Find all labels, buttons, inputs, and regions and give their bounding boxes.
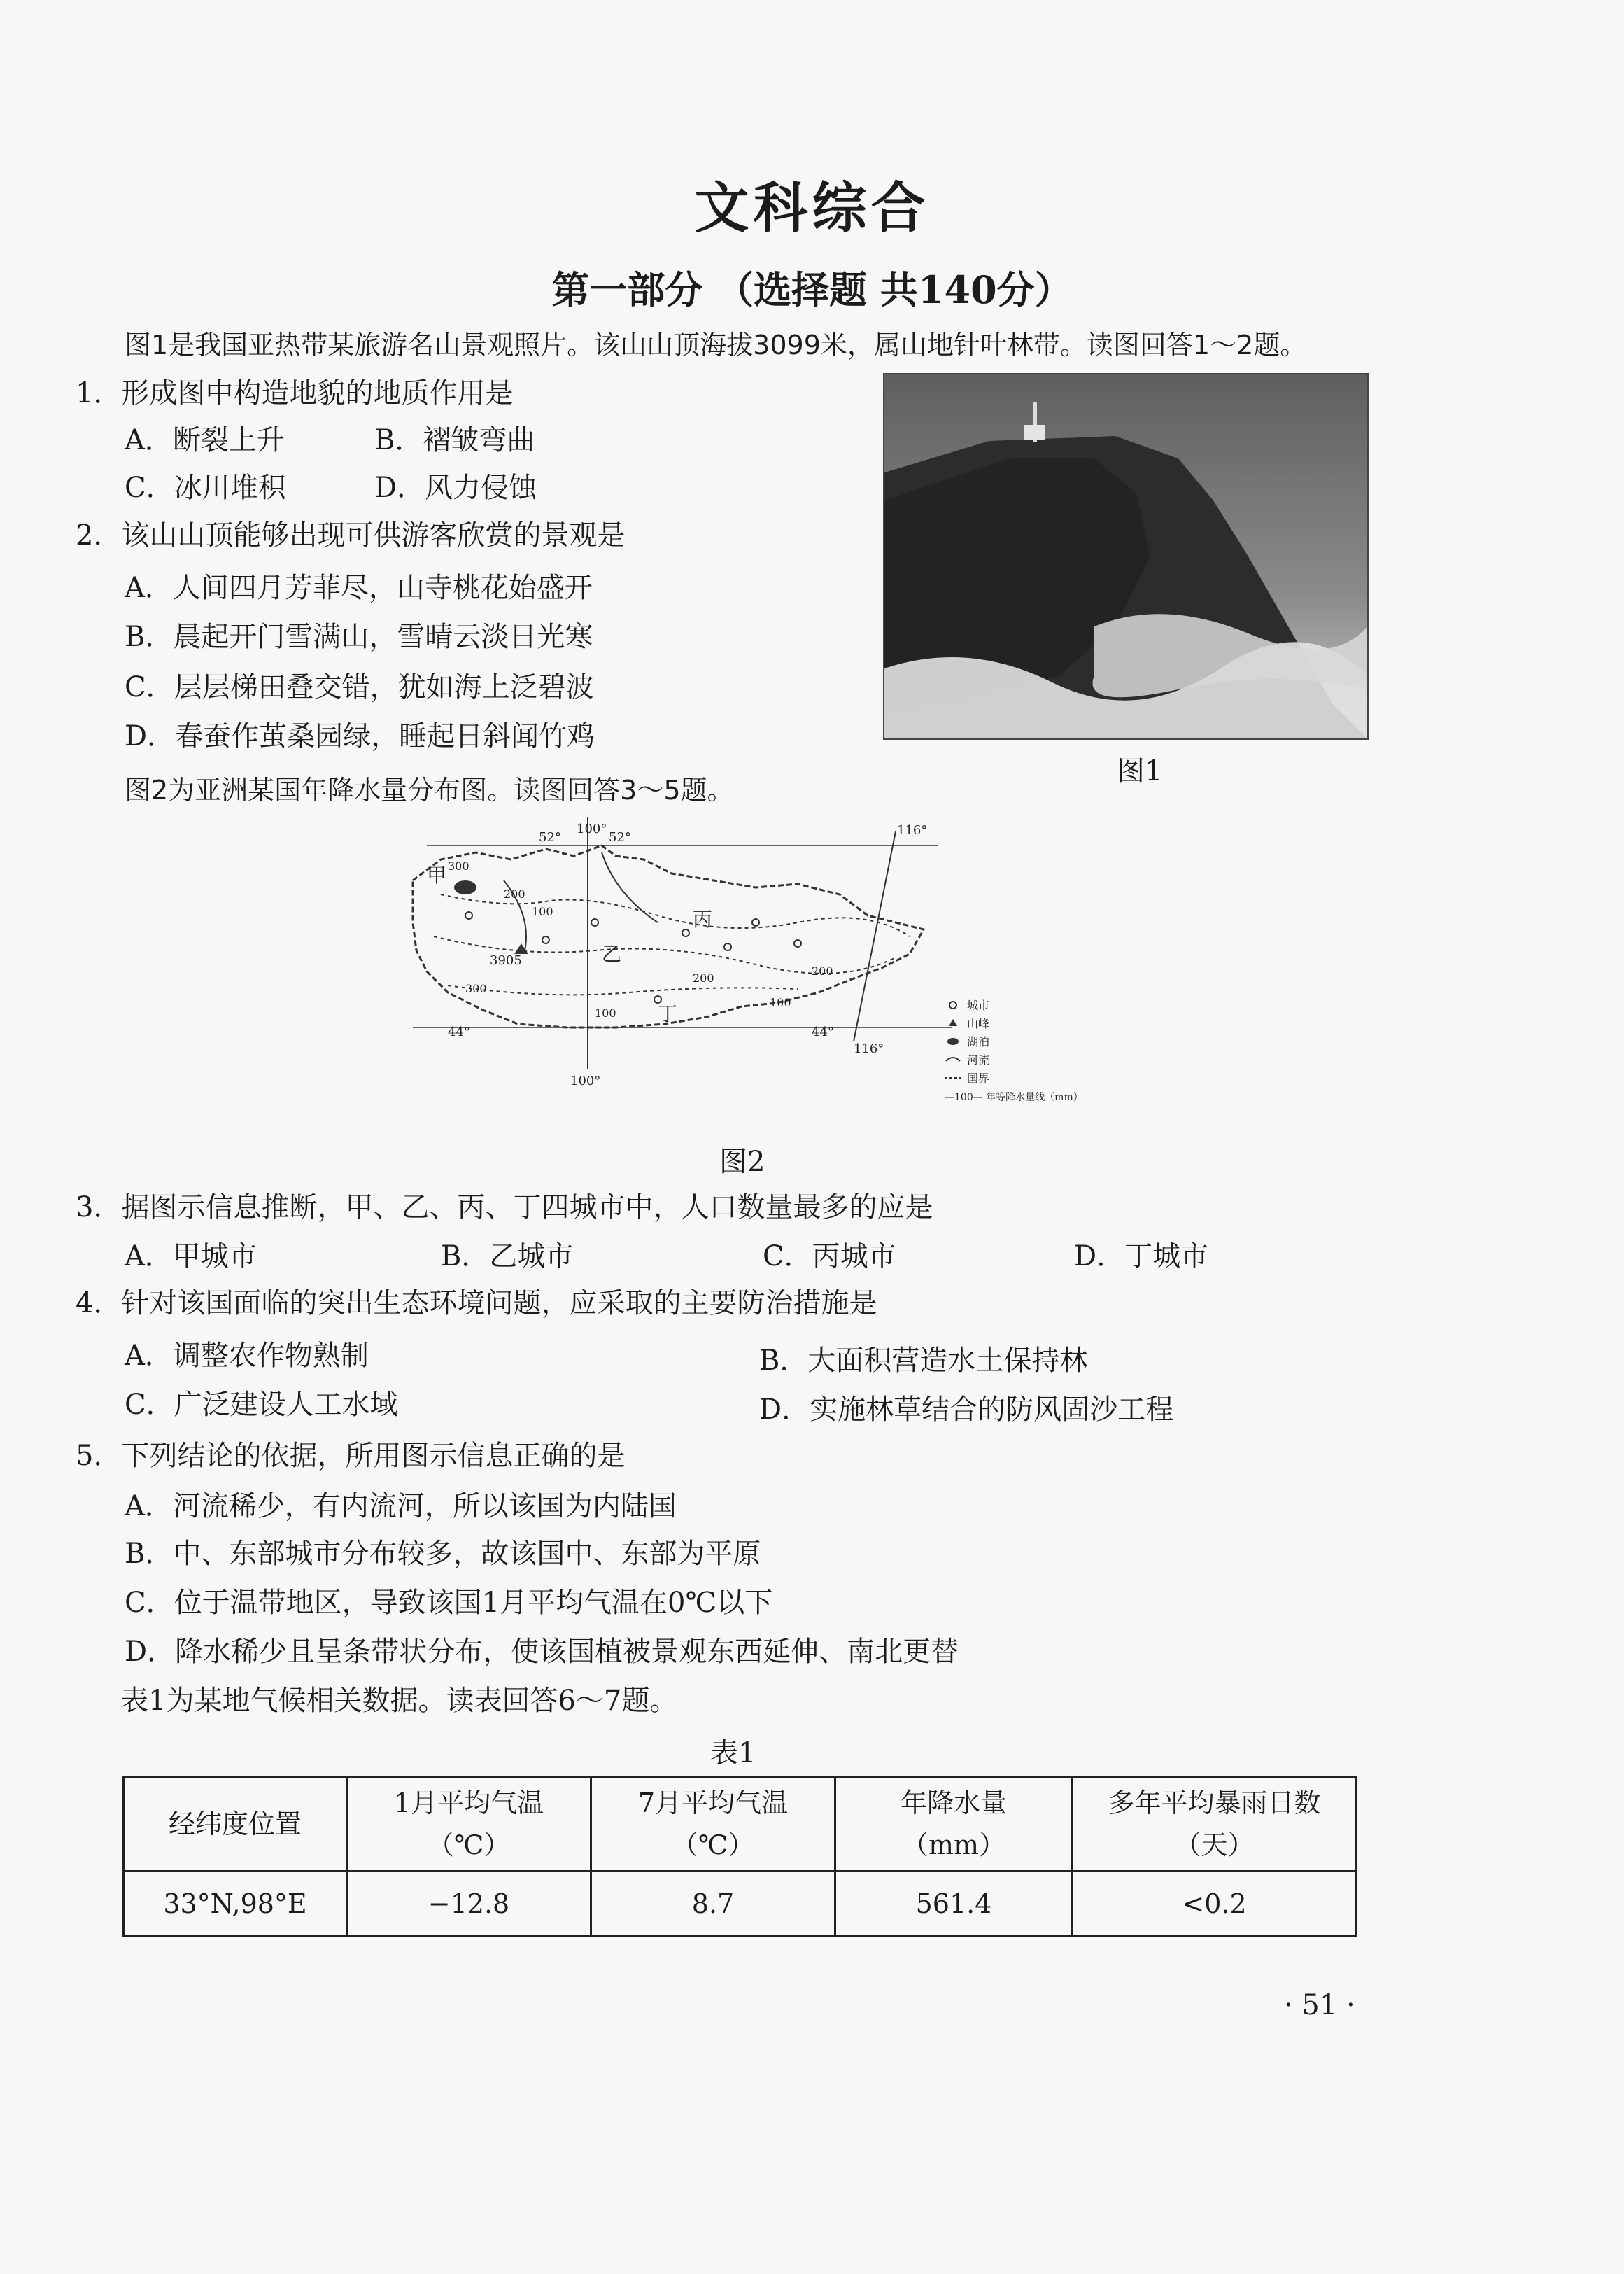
question-4-stem: 4．针对该国面临的突出生态环境问题，应采取的主要防治措施是 [76,1287,877,1319]
isoline-label: 100 [770,996,791,1009]
lon-label-116-top: 116° [897,823,928,838]
lon-label-116-bottom: 116° [854,1041,884,1056]
q5-option-b: B．中、东部城市分布较多，故该国中、东部为平原 [125,1538,761,1570]
legend-border: 国界 [967,1072,990,1085]
figure-1-caption: 图1 [1117,755,1163,787]
isoline-label: 100 [595,1006,616,1020]
q4-option-b: B．大面积营造水土保持林 [759,1345,1088,1377]
q1-option-d: D．风力侵蚀 [374,472,537,504]
legend-peak: 山峰 [967,1017,990,1030]
table-header-cell: 年降水量 （mm） [835,1777,1073,1872]
figure-2-precipitation-map [364,817,1148,1118]
q4-option-c: C．广泛建设人工水域 [125,1389,398,1421]
table-header-row [124,1777,1357,1872]
intro-q3-5: 图2为亚洲某国年降水量分布图。读图回答3～5题。 [125,775,734,806]
peak-elevation: 3905 [490,953,522,968]
figure-2-caption: 图2 [719,1146,765,1178]
legend-river: 河流 [967,1053,990,1067]
page-number: · 51 · [1284,1989,1355,2021]
q2-option-d: D．春蚕作茧桑园绿，睡起日斜闻竹鸡 [125,720,595,752]
question-2-stem: 2．该山山顶能够出现可供游客欣赏的景观是 [76,519,626,552]
legend-isohyet: —100— 年等降水量线（mm） [945,1092,1083,1103]
isoline-label: 300 [448,859,469,873]
lat-label-44-left: 44° [448,1025,470,1039]
city-label-bing: 丙 [693,908,713,931]
intro-q1-2: 图1是我国亚热带某旅游名山景观照片。该山山顶海拔3099米，属山地针叶林带。读图回答1～2题。 [125,330,1307,360]
table-cell: 33°N,98°E [124,1872,347,1937]
q2-option-c: C．层层梯田叠交错，犹如海上泛碧波 [125,671,594,703]
city-label-ding: 丁 [658,1002,678,1025]
lat-label-52-right: 52° [609,830,631,845]
q5-option-c: C．位于温带地区，导致该国1月平均气温在0℃以下 [125,1587,773,1619]
country-border [413,845,924,1027]
q3-option-b: B．乙城市 [441,1240,574,1272]
q1-option-b: B．褶皱弯曲 [374,424,535,456]
isoline-label: 100 [532,905,553,918]
q2-option-b: B．晨起开门雪满山，雪晴云淡日光寒 [125,621,593,653]
part-header: 第一部分 （选择题 共140分） [551,267,1073,312]
city-label-jia: 甲 [427,864,447,887]
table-header-cell: 多年平均暴雨日数 （天） [1073,1777,1357,1872]
table-1-caption: 表1 [710,1737,756,1769]
isoline-label: 300 [465,982,487,995]
q4-option-a: A．调整农作物熟制 [125,1340,369,1372]
isoline-label: 200 [812,964,833,978]
q3-option-c: C．丙城市 [763,1240,896,1272]
q1-option-c: C．冰川堆积 [125,472,286,504]
legend-lake: 湖泊 [967,1035,990,1048]
q1-option-a: A．断裂上升 [125,424,285,456]
q5-option-d: D．降水稀少且呈条带状分布，使该国植被景观东西延伸、南北更替 [125,1636,959,1668]
question-1-stem: 1．形成图中构造地貌的地质作用是 [76,377,514,409]
lat-label-52-left: 52° [539,830,561,845]
figure-1-mountain-photo [883,373,1369,740]
table-cell: <0.2 [1073,1872,1357,1937]
table-header-cell: 经纬度位置 [124,1777,347,1872]
table-cell: 8.7 [591,1872,835,1937]
q3-option-a: A．甲城市 [125,1240,257,1272]
intro-q6-7: 表1为某地气候相关数据。读表回答6～7题。 [120,1685,678,1717]
table-header-cell: 7月平均气温 （℃） [591,1777,835,1872]
page-title: 文科综合 [694,176,930,240]
q2-option-a: A．人间四月芳菲尽，山寺桃花始盛开 [125,572,593,604]
q5-option-a: A．河流稀少，有内流河，所以该国为内陆国 [125,1490,677,1522]
table-cell: 561.4 [835,1872,1073,1937]
table-cell: −12.8 [347,1872,591,1937]
lon-label-100-top: 100° [577,822,607,836]
lat-label-44-right: 44° [812,1025,834,1039]
question-3-stem: 3．据图示信息推断，甲、乙、丙、丁四城市中，人口数量最多的应是 [76,1191,933,1223]
legend-city: 城市 [967,999,990,1012]
table-header-cell: 1月平均气温 （℃） [347,1777,591,1872]
question-5-stem: 5．下列结论的依据，所用图示信息正确的是 [76,1440,626,1472]
q3-option-d: D．丁城市 [1074,1240,1209,1272]
q4-option-d: D．实施林草结合的防风固沙工程 [759,1394,1174,1426]
climate-table [122,1776,1357,1937]
isoline-label: 200 [504,887,525,901]
lon-label-100-bottom: 100° [570,1074,601,1088]
table-row [124,1872,1357,1937]
city-label-yi: 乙 [602,943,622,966]
map-legend [945,999,1083,1103]
isoline-label: 200 [693,971,714,985]
